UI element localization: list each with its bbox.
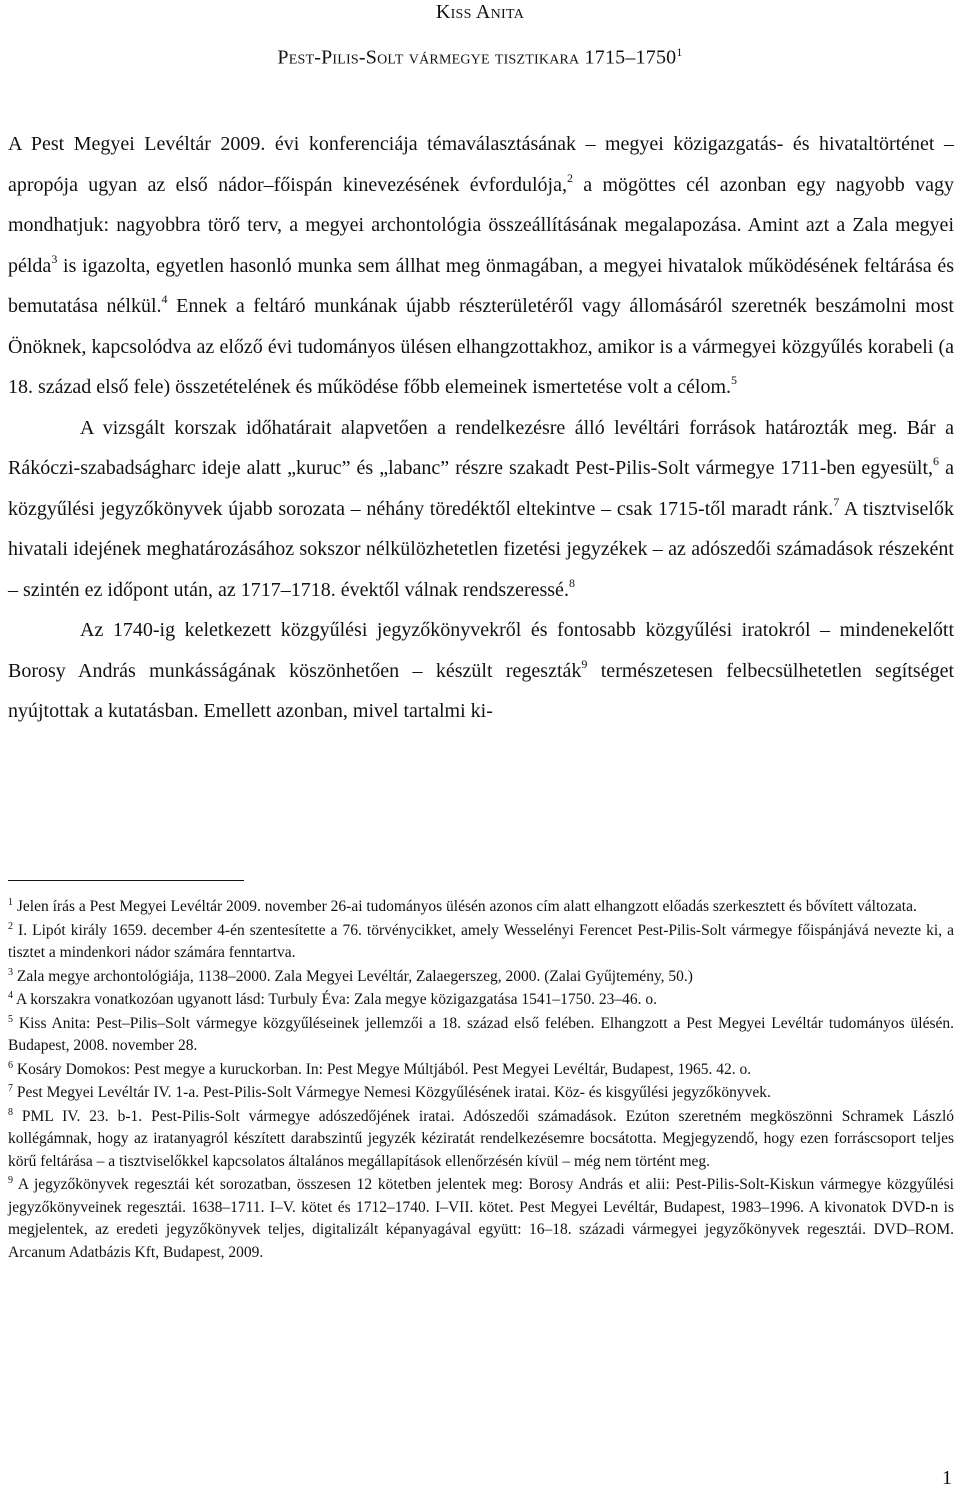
footnote: [8, 989, 954, 1012]
footnote-ref[interactable]: 5: [731, 373, 738, 387]
footnote: [8, 920, 954, 965]
footnote-number: 8: [8, 1106, 13, 1118]
footnote: [8, 896, 954, 919]
paragraph-text: a közgyűlési jegyzőkönyvek újabb sorozata – néhány töredéktől eltekintve – csak 1715-től maradt ránk.: [8, 457, 954, 520]
footnote-ref[interactable]: 6: [933, 454, 940, 468]
body-text: [8, 124, 954, 732]
paragraph: [8, 408, 954, 611]
article-title-text: Pest-Pilis-Solt vármegye tisztikara 1715–1750: [277, 46, 677, 69]
footnote-number: 4: [8, 990, 13, 1001]
footnote-number: 9: [8, 1175, 13, 1186]
footnote-ref[interactable]: 7: [833, 494, 840, 509]
paragraph-text: Ennek a feltáró munkának újabb részterületéről vagy állomásáról szeretnék beszámolni most Önöknek, kapcsolódva az előző évi tudományos ülésen elhangzottakhoz, amikor is a vármegyei közgyűlés korabeli (a 18. század első fele) összetételének és működése főbb elemeinek ismertetése volt a célom.: [8, 295, 954, 398]
footnote: [8, 966, 954, 989]
footnote-text: Pest Megyei Levéltár IV. 1-a. Pest-Pilis-Solt Vármegye Nemesi Közgyűlésének iratai. Köz- és kisgyűlési jegyzőkönyvek.: [13, 1084, 771, 1101]
footnote-text: Jelen írás a Pest Megyei Levéltár 2009. november 26-ai tudományos ülésén azonos cím alatt elhangzott előadás szerkesztett és bővített változata.: [13, 898, 917, 915]
footnote: [8, 1059, 954, 1082]
page-number: 1: [942, 1467, 952, 1489]
paragraph-text: A Pest Megyei Levéltár 2009. évi konferenciája témaválasztásának – megyei közigazgatás- és hivataltörténet – apropója ugyan az első nádor–főispán kinevezésének évfordulója,: [8, 133, 954, 196]
article-title: [0, 40, 960, 70]
footnote-separator: [8, 880, 244, 881]
footnote-number: 5: [8, 1013, 13, 1025]
footnote-text: A korszakra vonatkozóan ugyanott lásd: Turbuly Éva: Zala megye közigazgatása 1541–1750. 23–46. o.: [13, 991, 657, 1008]
title-footnote-ref[interactable]: 1: [676, 45, 683, 59]
footnote-ref[interactable]: 8: [568, 575, 575, 590]
footnote-text: Kiss Anita: Pest–Pilis–Solt vármegye közgyűléseinek jellemzői a 18. század első felében. Elhangzott a Pest Megyei Levéltár tudományos ülésén. Budapest, 2008. november 28.: [8, 1014, 954, 1054]
footnote-text: Zala megye archontológiája, 1138–2000. Zala Megyei Levéltár, Zalaegerszeg, 2000. (Zalai Gyűjtemény, 50.): [13, 967, 693, 985]
footnote-text: A jegyzőkönyvek regesztái két sorozatban, összesen 12 kötetben jelentek meg: Borosy András et alii: Pest-Pilis-Solt-Kiskun vármegye közgyűlési jegyzőkönyveinek regesztái. 1638–1711. I–V. kötet és 1712–1740. I–VII. kötet. Pest Megyei Levéltár, Budapest, 1983–1996. A kivonatok DVD-n is megjelentek, az eredeti jegyzőkönyvek teljes, digitalizált képanyagával együtt: 16–18. századi vármegyei jegyzőkönyvek regesztái. DVD–ROM. Arcanum Adatbázis Kft, Budapest, 2009.: [8, 1176, 954, 1261]
paragraph-text: is igazolta, egyetlen hasonló munka sem állhat meg önmagában, a megyei hivatalok működésének feltárása és bemutatása nélkül.: [8, 254, 954, 317]
paragraph-text: A vizsgált korszak időhatárait alapvetően a rendelkezésre álló levéltári források határozták meg. Bár a Rákóczi-szabadságharc ideje alatt „kuruc” és „labanc” részre szakadt Pest-Pilis-Solt vármegye 1711-ben egyesült,: [8, 416, 954, 479]
footnote-text: I. Lipót király 1659. december 4-én szentesítette a 76. törvénycikket, amely Wesselényi Ferencet Pest-Pilis-Solt vármegye főispánjává nevezte ki, a tisztet a mindenkori nádor számára fenntartva.: [8, 921, 954, 961]
author-name: Kiss Anita: [435, 1, 525, 23]
footnote-ref[interactable]: 3: [51, 251, 58, 266]
footnote: [8, 1106, 954, 1174]
footnote-number: 3: [8, 966, 13, 978]
footnote-number: 7: [8, 1083, 13, 1094]
paragraph: [8, 124, 954, 408]
footnote: [8, 1082, 954, 1105]
footnote-number: 1: [8, 897, 13, 908]
paragraph: [8, 610, 954, 732]
footnote-ref[interactable]: 4: [161, 292, 168, 306]
footnote-text: PML IV. 23. b-1. Pest-Pilis-Solt vármegye adószedőjének iratai. Adószedői számadások. Ezúton szeretném megköszönni Schramek László kollégámnak, hogy az iratanyagról készített darabszintű jegyzék kéziratát rendelkezésemre bocsátotta. Megjegyzendő, hogy ezen forráscsoport teljes körű feltárása – a tisztviselőkkel kapcsolatos általános megállapítások ellenőrzésén kívül – még nem történt meg.: [8, 1107, 954, 1170]
footnote-ref[interactable]: 2: [566, 170, 573, 185]
footnote-number: 2: [8, 920, 13, 932]
paragraph-text: a mögöttes cél azonban egy nagyobb vagy mondhatjuk: nagyobbra törő terv, a megyei archontológia összeállításának megalapozása. Amint azt a Zala megyei példa: [8, 173, 955, 277]
paragraph-text: Az 1740-ig keletkezett közgyűlési jegyzőkönyvekről és fontosabb közgyűlési iratokról – mindenekelőtt Borosy András munkásságának köszönhetően – készült regeszták: [8, 619, 954, 682]
footnote-text: Kosáry Domokos: Pest megye a kuruckorban. In: Pest Megye Múltjából. Pest Megyei Levéltár, Budapest, 1965. 42. o.: [13, 1060, 752, 1078]
paragraph-text: A tisztviselők hivatali idejének meghatározásához sokszor nélkülözhetetlen fizetési jegyzékek – az adószedői számadások részeként – szintén ez időpont után, az 1717–1718. évektől válnak rendszeressé.: [8, 497, 954, 601]
footnotes: [8, 896, 954, 1265]
paragraph-text: természetesen felbecsülhetetlen segítséget nyújtottak a kutatásban. Emellett azonban, mivel tartalmi ki-: [8, 659, 954, 722]
footnote: [8, 1174, 954, 1264]
footnote: [8, 1013, 954, 1058]
footnote-ref[interactable]: 9: [581, 656, 588, 671]
footnote-number: 6: [8, 1059, 13, 1071]
